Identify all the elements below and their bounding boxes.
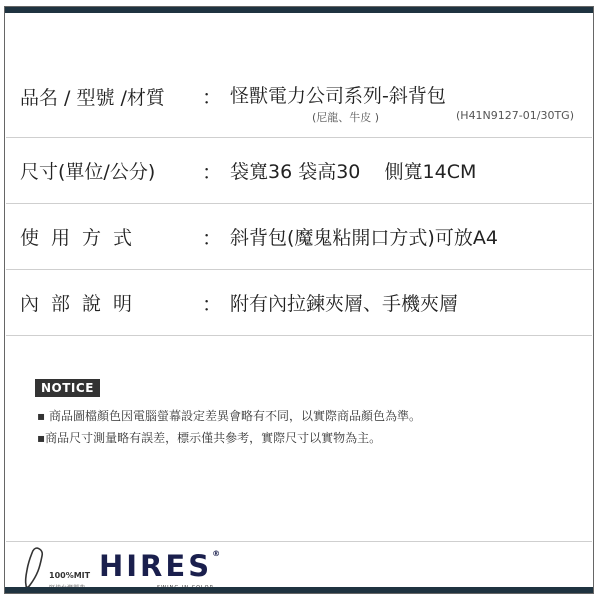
size-label: 尺寸(單位/公分) bbox=[20, 161, 156, 183]
notice-line: ▪ 商品圖檔顏色因電腦螢幕設定差異會略有不同，以實際商品顏色為準。 bbox=[37, 409, 421, 423]
footer-divider bbox=[6, 541, 592, 542]
mit-label: 100%MIT bbox=[49, 571, 91, 580]
name-value: 怪獸電力公司系列-斜背包 bbox=[230, 85, 446, 107]
brand-name: HIRES bbox=[99, 549, 213, 583]
usage-label: 使用方式 bbox=[20, 227, 145, 249]
product-spec-card bbox=[4, 6, 594, 594]
material-text: (尼龍、牛皮 ) bbox=[312, 111, 380, 124]
registered-mark: ® bbox=[212, 549, 221, 558]
interior-label: 內部說明 bbox=[20, 293, 145, 315]
row-usage bbox=[6, 203, 592, 270]
notice-line: ▪商品尺寸測量略有誤差，標示僅共參考，實際尺寸以實物為主。 bbox=[37, 431, 382, 445]
colon: ： bbox=[202, 85, 222, 109]
usage-value: 斜背包(魔鬼粘開口方式)可放A4 bbox=[230, 227, 498, 249]
colon: ： bbox=[202, 160, 222, 184]
sku-text: (H41N9127-01/30TG) bbox=[456, 109, 574, 122]
taiwan-map-icon bbox=[21, 547, 47, 589]
notice-notes bbox=[37, 405, 421, 449]
colon: ： bbox=[202, 226, 222, 250]
top-bar bbox=[5, 7, 593, 13]
name-label: 品名 / 型號 /材質 bbox=[20, 87, 165, 109]
row-name-model-material bbox=[6, 57, 592, 138]
row-size bbox=[6, 137, 592, 204]
row-interior bbox=[6, 269, 592, 336]
interior-value: 附有內拉鍊夾層、手機夾層 bbox=[230, 293, 459, 315]
notice-badge: NOTICE bbox=[35, 379, 100, 397]
size-value: 袋寬36 袋高30 側寬14CM bbox=[230, 161, 477, 183]
brand-logo bbox=[99, 549, 220, 583]
bottom-bar bbox=[5, 587, 593, 593]
colon: ： bbox=[202, 292, 222, 316]
